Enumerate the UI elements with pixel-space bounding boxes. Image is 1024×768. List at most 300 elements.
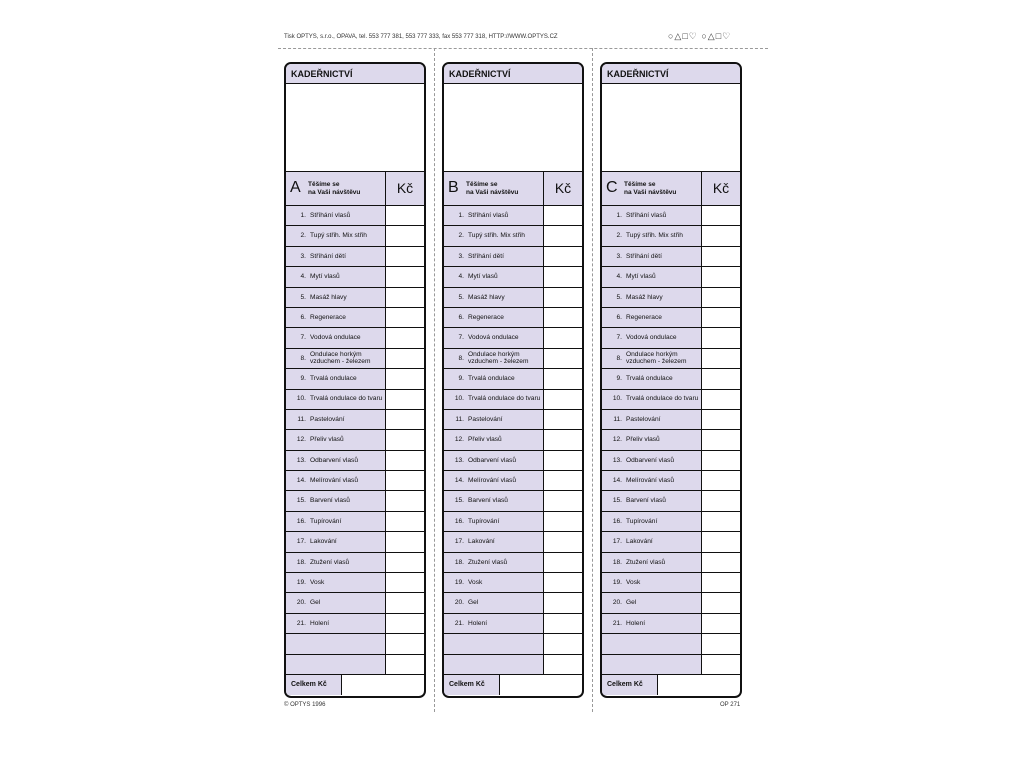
- ticket-header: [602, 172, 740, 206]
- service-name: Stříhání dětí: [468, 252, 504, 260]
- service-label: [444, 634, 543, 653]
- service-label: [286, 614, 385, 633]
- service-number: 11.: [297, 415, 306, 423]
- service-number: 20.: [296, 599, 306, 607]
- service-number: 5.: [458, 293, 464, 301]
- service-row: [602, 328, 740, 348]
- amount-field[interactable]: [701, 206, 740, 225]
- ticket-c: [600, 62, 742, 698]
- service-name: Stříhání vlasů: [468, 211, 509, 219]
- currency-label: Kč: [543, 172, 582, 205]
- currency-label: Kč: [385, 172, 424, 205]
- total-label: Celkem Kč: [286, 675, 342, 695]
- service-label: [444, 451, 543, 470]
- service-row: [286, 512, 424, 532]
- service-number: 10.: [612, 395, 622, 403]
- service-label: [444, 471, 543, 490]
- amount-field[interactable]: [385, 349, 424, 368]
- service-number: 16.: [296, 517, 306, 525]
- service-name: Vosk: [626, 578, 641, 586]
- service-row: [286, 491, 424, 511]
- service-number: 19.: [296, 578, 306, 586]
- total-row: [286, 675, 424, 695]
- service-label: [602, 614, 701, 633]
- service-number: 5.: [616, 293, 622, 301]
- service-label: [286, 451, 385, 470]
- service-name: Gel: [310, 599, 321, 607]
- service-number: 7.: [458, 334, 464, 342]
- ticket-header: [444, 172, 582, 206]
- service-name: Melírování vlasů: [468, 477, 517, 485]
- amount-field[interactable]: [543, 267, 582, 286]
- amount-field[interactable]: [701, 349, 740, 368]
- amount-field[interactable]: [385, 288, 424, 307]
- amount-field[interactable]: [701, 573, 740, 592]
- service-label: [286, 593, 385, 612]
- service-name: Trvalá ondulace do tvaru: [626, 395, 699, 403]
- amount-field[interactable]: [701, 390, 740, 409]
- service-name: Odbarvení vlasů: [626, 456, 675, 464]
- service-label: [286, 471, 385, 490]
- service-label: [602, 655, 701, 674]
- service-number: 12.: [454, 436, 464, 444]
- service-row: [444, 349, 582, 369]
- amount-field[interactable]: [385, 451, 424, 470]
- service-row: [602, 206, 740, 226]
- service-name: Lakování: [468, 538, 495, 546]
- service-label: [286, 532, 385, 551]
- service-label: [602, 451, 701, 470]
- service-label: [444, 430, 543, 449]
- ticket-title: KADEŘNICTVÍ: [286, 64, 424, 84]
- perforation-top: [278, 48, 768, 49]
- total-amount-field[interactable]: [658, 675, 740, 695]
- service-number: 2.: [616, 232, 622, 240]
- service-name: Pastelování: [310, 415, 345, 423]
- service-label: [444, 593, 543, 612]
- service-name: Odbarvení vlasů: [310, 456, 359, 464]
- service-label: [286, 390, 385, 409]
- total-amount-field[interactable]: [500, 675, 582, 695]
- amount-field[interactable]: [543, 390, 582, 409]
- service-row: [444, 491, 582, 511]
- service-number: 12.: [296, 436, 306, 444]
- amount-field[interactable]: [543, 471, 582, 490]
- service-number: 19.: [612, 578, 622, 586]
- ticket-letter: C: [606, 179, 618, 196]
- amount-field[interactable]: [543, 226, 582, 245]
- service-label: [444, 349, 543, 368]
- amount-field[interactable]: [543, 553, 582, 572]
- service-number: 8.: [300, 354, 306, 362]
- amount-field[interactable]: [701, 634, 740, 653]
- service-name: Regenerace: [310, 313, 346, 321]
- service-number: 11.: [455, 415, 464, 423]
- service-label: [286, 410, 385, 429]
- amount-field[interactable]: [701, 288, 740, 307]
- amount-field[interactable]: [385, 308, 424, 327]
- amount-field[interactable]: [701, 593, 740, 612]
- service-row: [444, 288, 582, 308]
- greeting-line-1: Těšíme se: [466, 181, 498, 188]
- service-row: [286, 593, 424, 613]
- service-name: Mytí vlasů: [626, 273, 656, 281]
- greeting: [308, 172, 385, 205]
- amount-field[interactable]: [543, 634, 582, 653]
- service-number: 17.: [454, 538, 464, 546]
- service-name: Lakování: [626, 538, 653, 546]
- service-row: [286, 634, 424, 654]
- service-number: 17.: [612, 538, 622, 546]
- service-number: 8.: [616, 354, 622, 362]
- service-row: [286, 655, 424, 675]
- amount-field[interactable]: [701, 471, 740, 490]
- amount-field[interactable]: [543, 206, 582, 225]
- service-label: [602, 328, 701, 347]
- amount-field[interactable]: [543, 491, 582, 510]
- service-number: 5.: [300, 293, 306, 301]
- amount-field[interactable]: [385, 532, 424, 551]
- amount-field[interactable]: [385, 267, 424, 286]
- service-number: 12.: [612, 436, 622, 444]
- service-label: [444, 369, 543, 388]
- amount-field[interactable]: [701, 491, 740, 510]
- service-number: 9.: [458, 375, 464, 383]
- service-row: [444, 267, 582, 287]
- service-row: [602, 451, 740, 471]
- service-name: Masáž hlavy: [310, 293, 347, 301]
- amount-field[interactable]: [701, 247, 740, 266]
- copyright: © OPTYS 1996: [284, 702, 326, 708]
- total-row: [602, 675, 740, 695]
- service-row: [602, 655, 740, 675]
- service-name: Stříhání dětí: [626, 252, 662, 260]
- stamp-area: [286, 84, 424, 172]
- service-name: Odbarvení vlasů: [468, 456, 517, 464]
- service-row: [286, 267, 424, 287]
- service-number: 3.: [300, 252, 306, 260]
- amount-field[interactable]: [701, 655, 740, 674]
- service-name: Regenerace: [626, 313, 662, 321]
- service-label: [602, 430, 701, 449]
- service-name: Tupý střih. Mix střih: [310, 232, 367, 240]
- service-label: [602, 634, 701, 653]
- total-amount-field[interactable]: [342, 675, 424, 695]
- service-name: Trvalá ondulace do tvaru: [310, 395, 383, 403]
- amount-field[interactable]: [543, 247, 582, 266]
- amount-field[interactable]: [385, 553, 424, 572]
- service-label: [602, 553, 701, 572]
- greeting-line-2: na Vaši návštěvu: [624, 189, 677, 196]
- service-number: 7.: [616, 334, 622, 342]
- service-name: Holení: [468, 619, 488, 627]
- service-name: Vosk: [468, 578, 483, 586]
- service-row: [444, 553, 582, 573]
- service-row: [444, 308, 582, 328]
- amount-field[interactable]: [385, 512, 424, 531]
- amount-field[interactable]: [385, 410, 424, 429]
- service-name: Ztužení vlasů: [310, 558, 350, 566]
- service-number: 1.: [458, 211, 464, 219]
- service-number: 15.: [296, 497, 306, 505]
- service-label: [286, 267, 385, 286]
- service-name: Vodová ondulace: [468, 334, 519, 342]
- service-row: [444, 451, 582, 471]
- amount-field[interactable]: [543, 451, 582, 470]
- service-row: [286, 390, 424, 410]
- service-row: [602, 532, 740, 552]
- service-row: [602, 410, 740, 430]
- amount-field[interactable]: [543, 573, 582, 592]
- service-label: [286, 349, 385, 368]
- amount-field[interactable]: [701, 614, 740, 633]
- service-label: [602, 349, 701, 368]
- service-row: [444, 226, 582, 246]
- service-row: [444, 328, 582, 348]
- amount-field[interactable]: [701, 451, 740, 470]
- service-row: [286, 288, 424, 308]
- service-number: 4.: [458, 273, 464, 281]
- amount-field[interactable]: [385, 593, 424, 612]
- service-label: [286, 247, 385, 266]
- service-row: [602, 634, 740, 654]
- service-name: Mytí vlasů: [468, 273, 498, 281]
- amount-field[interactable]: [543, 328, 582, 347]
- greeting-line-2: na Vaši návštěvu: [466, 189, 519, 196]
- service-row: [444, 532, 582, 552]
- service-label: [602, 390, 701, 409]
- service-row: [286, 328, 424, 348]
- amount-field[interactable]: [385, 573, 424, 592]
- service-number: 21.: [296, 619, 306, 627]
- service-row: [602, 593, 740, 613]
- service-row: [444, 634, 582, 654]
- service-number: 8.: [458, 354, 464, 362]
- service-row: [602, 390, 740, 410]
- amount-field[interactable]: [701, 308, 740, 327]
- service-label: [444, 247, 543, 266]
- header-symbols: ○△□♡ ○△□♡: [668, 31, 732, 41]
- amount-field[interactable]: [543, 532, 582, 551]
- service-name: Barvení vlasů: [310, 497, 350, 505]
- amount-field[interactable]: [385, 491, 424, 510]
- service-label: [286, 288, 385, 307]
- service-label: [286, 206, 385, 225]
- service-number: 14.: [454, 477, 464, 485]
- service-number: 16.: [612, 517, 622, 525]
- amount-field[interactable]: [543, 512, 582, 531]
- service-name: Ztužení vlasů: [626, 558, 666, 566]
- service-row: [602, 471, 740, 491]
- amount-field[interactable]: [385, 369, 424, 388]
- service-row: [602, 512, 740, 532]
- amount-field[interactable]: [543, 614, 582, 633]
- amount-field[interactable]: [701, 532, 740, 551]
- ticket-b: [442, 62, 584, 698]
- service-label: [286, 573, 385, 592]
- ticket-title: KADEŘNICTVÍ: [444, 64, 582, 84]
- service-label: [286, 328, 385, 347]
- amount-field[interactable]: [543, 308, 582, 327]
- service-number: 14.: [612, 477, 622, 485]
- amount-field[interactable]: [385, 328, 424, 347]
- greeting: [466, 172, 543, 205]
- service-row: [602, 430, 740, 450]
- amount-field[interactable]: [385, 430, 424, 449]
- amount-field[interactable]: [385, 390, 424, 409]
- service-name: Stříhání vlasů: [626, 211, 667, 219]
- service-row: [444, 390, 582, 410]
- amount-field[interactable]: [701, 369, 740, 388]
- service-label: [444, 328, 543, 347]
- service-label: [286, 655, 385, 674]
- service-number: 13.: [296, 456, 306, 464]
- service-number: 1.: [616, 211, 622, 219]
- service-name: Tupírování: [310, 517, 342, 525]
- amount-field[interactable]: [701, 410, 740, 429]
- service-row: [286, 451, 424, 471]
- service-label: [602, 226, 701, 245]
- service-name: Melírování vlasů: [626, 477, 675, 485]
- amount-field[interactable]: [543, 655, 582, 674]
- service-label: [444, 308, 543, 327]
- service-label: [444, 410, 543, 429]
- total-label: Celkem Kč: [602, 675, 658, 695]
- greeting-line-1: Těšíme se: [624, 181, 656, 188]
- service-number: 15.: [612, 497, 622, 505]
- service-name: Lakování: [310, 538, 337, 546]
- amount-field[interactable]: [543, 288, 582, 307]
- service-label: [444, 614, 543, 633]
- service-number: 10.: [296, 395, 306, 403]
- service-label: [602, 471, 701, 490]
- service-number: 16.: [454, 517, 464, 525]
- service-number: 10.: [454, 395, 464, 403]
- service-name: Gel: [468, 599, 479, 607]
- service-row: [444, 471, 582, 491]
- service-row: [286, 369, 424, 389]
- service-name: Tupírování: [468, 517, 500, 525]
- service-label: [444, 512, 543, 531]
- amount-field[interactable]: [385, 247, 424, 266]
- service-label: [602, 491, 701, 510]
- service-row: [602, 247, 740, 267]
- service-number: 13.: [612, 456, 622, 464]
- service-name: Holení: [310, 619, 330, 627]
- service-label: [444, 655, 543, 674]
- service-name: Vodová ondulace: [626, 334, 677, 342]
- service-row: [602, 226, 740, 246]
- service-name: Gel: [626, 599, 637, 607]
- service-label: [286, 491, 385, 510]
- service-number: 18.: [612, 558, 622, 566]
- amount-field[interactable]: [385, 206, 424, 225]
- service-row: [286, 247, 424, 267]
- service-label: [602, 308, 701, 327]
- service-number: 6.: [300, 313, 306, 321]
- currency-label: Kč: [701, 172, 740, 205]
- service-label: [444, 206, 543, 225]
- greeting-line-1: Těšíme se: [308, 181, 340, 188]
- service-label: [602, 512, 701, 531]
- service-label: [444, 226, 543, 245]
- service-name: Přeliv vlasů: [310, 436, 344, 444]
- amount-field[interactable]: [701, 267, 740, 286]
- service-number: 3.: [616, 252, 622, 260]
- amount-field[interactable]: [701, 328, 740, 347]
- amount-field[interactable]: [385, 655, 424, 674]
- service-row: [444, 206, 582, 226]
- amount-field[interactable]: [701, 226, 740, 245]
- service-name: Masáž hlavy: [626, 293, 663, 301]
- total-row: [444, 675, 582, 695]
- service-name: Melírování vlasů: [310, 477, 359, 485]
- service-number: 6.: [616, 313, 622, 321]
- service-name: Tupý střih. Mix střih: [626, 232, 683, 240]
- service-name: Ztužení vlasů: [468, 558, 508, 566]
- stamp-area: [444, 84, 582, 172]
- amount-field[interactable]: [385, 614, 424, 633]
- amount-field[interactable]: [543, 410, 582, 429]
- service-number: 9.: [300, 375, 306, 383]
- total-label: Celkem Kč: [444, 675, 500, 695]
- amount-field[interactable]: [701, 512, 740, 531]
- service-number: 14.: [296, 477, 306, 485]
- service-label: [444, 288, 543, 307]
- service-row: [286, 226, 424, 246]
- amount-field[interactable]: [701, 430, 740, 449]
- service-row: [602, 614, 740, 634]
- service-row: [286, 553, 424, 573]
- service-name: Trvalá ondulace: [468, 375, 515, 383]
- amount-field[interactable]: [543, 430, 582, 449]
- printer-info: Tisk OPTYS, s.r.o., OPAVA, tel. 553 777 381, 553 777 333, fax 553 777 318, HTTP://WWW.OPTYS.CZ: [284, 34, 558, 40]
- service-number: 17.: [296, 538, 306, 546]
- service-row: [444, 410, 582, 430]
- service-number: 9.: [616, 375, 622, 383]
- amount-field[interactable]: [385, 634, 424, 653]
- amount-field[interactable]: [543, 349, 582, 368]
- service-label: [286, 430, 385, 449]
- service-label: [602, 593, 701, 612]
- service-row: [602, 553, 740, 573]
- service-number: 18.: [296, 558, 306, 566]
- amount-field[interactable]: [543, 593, 582, 612]
- service-number: 20.: [454, 599, 464, 607]
- service-row: [602, 369, 740, 389]
- service-label: [602, 532, 701, 551]
- service-name: Ondulace horkým vzduchem - železem: [310, 350, 371, 366]
- service-label: [286, 226, 385, 245]
- service-number: 4.: [300, 273, 306, 281]
- amount-field[interactable]: [385, 471, 424, 490]
- service-name: Trvalá ondulace: [310, 375, 357, 383]
- service-number: 19.: [454, 578, 464, 586]
- service-label: [286, 308, 385, 327]
- service-number: 1.: [300, 211, 306, 219]
- service-number: 6.: [458, 313, 464, 321]
- service-row: [602, 267, 740, 287]
- amount-field[interactable]: [385, 226, 424, 245]
- service-number: 3.: [458, 252, 464, 260]
- amount-field[interactable]: [543, 369, 582, 388]
- service-name: Masáž hlavy: [468, 293, 505, 301]
- service-row: [602, 288, 740, 308]
- service-number: 18.: [454, 558, 464, 566]
- greeting: [624, 172, 701, 205]
- amount-field[interactable]: [701, 553, 740, 572]
- greeting-line-2: na Vaši návštěvu: [308, 189, 361, 196]
